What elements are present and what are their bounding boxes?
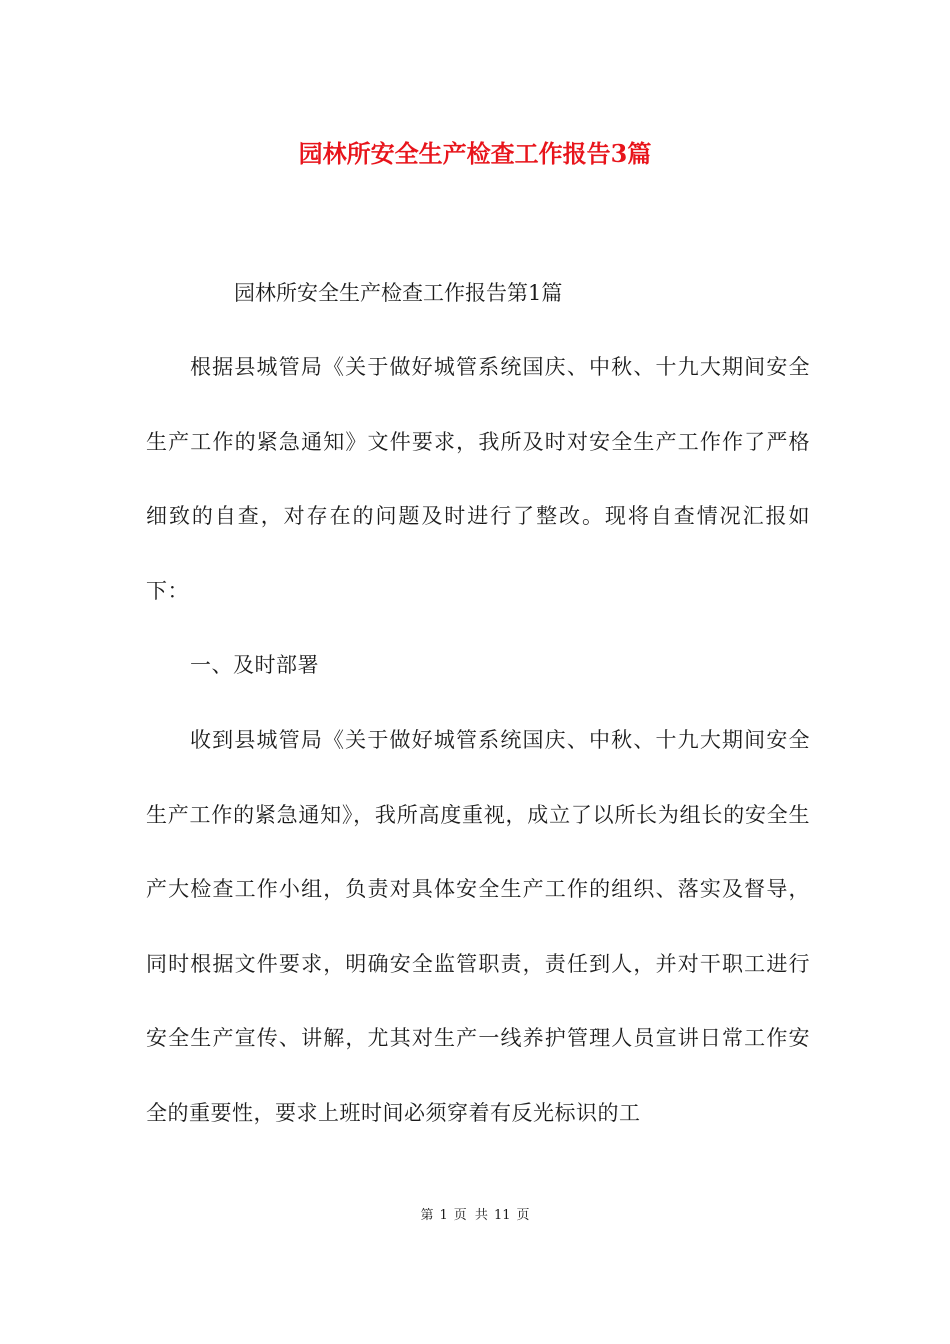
paragraph: 根据县城管局《关于做好城管系统国庆、中秋、十九大期间安全生产工作的紧急通知》文件要求，我所及时对安全生产工作作了严格细致的自查，对存在的问题及时进行了整改。现将自查情况汇报如下： [146, 355, 810, 603]
paragraph: 收到县城管局《关于做好城管系统国庆、中秋、十九大期间安全生产工作的紧急通知》，我所高度重视，成立了以所长为组长的安全生产大检查工作小组，负责对具体安全生产工作的组织、落实及督导，同时根据文件要求，明确安全监管职责，责任到人，并对干职工进行安全生产宣传、讲解，尤其对生产一线养护管理人员宣讲日常工作安全的重要性，要求上班时间必须穿着有反光标识的工 [146, 727, 810, 1125]
footer-total-pages: 11 [493, 1208, 511, 1223]
section-heading: 一、及时部署 [190, 653, 319, 678]
document-body [146, 330, 810, 1151]
footer-mid: 页 共 [453, 1208, 488, 1223]
page-footer [0, 1206, 950, 1226]
section-subtitle: 园林所安全生产检查工作报告第1篇 [234, 281, 563, 305]
footer-prefix: 第 [420, 1208, 434, 1223]
footer-suffix: 页 [516, 1208, 530, 1223]
footer-current-page: 1 [439, 1208, 448, 1223]
page-title: 园林所安全生产检查工作报告3篇 [298, 139, 652, 168]
